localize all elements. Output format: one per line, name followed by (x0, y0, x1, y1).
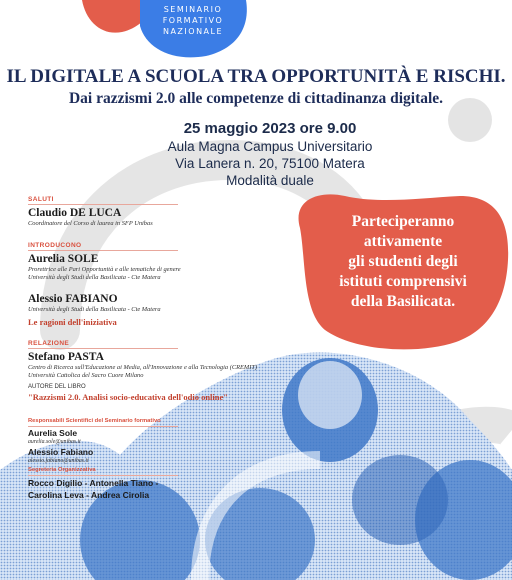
speaker-name: Stefano PASTA (28, 351, 104, 363)
speaker-role: Prorettrice alle Pari Opportunità e alle tematiche di genere (28, 266, 181, 273)
speaker-role: Centro di Ricerca sull'Educazione ai Media, all'Innovazione e alla Tecnologia (CREMIT) (28, 364, 258, 371)
scientific-committee-label: Responsabili Scientifici del Seminario formativo (28, 418, 161, 424)
poster-title: IL DIGITALE A SCUOLA TRA OPPORTUNITÀ E RISCHI. (6, 66, 506, 87)
speaker-name: Aurelia SOLE (28, 253, 99, 265)
organizing-secretariat-label: Segreteria Organizzativa (28, 467, 96, 473)
section-divider (28, 250, 178, 251)
callout-line: istituti comprensivi (339, 273, 467, 290)
speaker-pasta (28, 351, 257, 380)
badge-line: NAZIONALE (162, 27, 224, 36)
talk-topic: Le ragioni dell'iniziativa (28, 317, 117, 327)
event-venue: Aula Magna Campus Universitario (167, 139, 373, 154)
event-mode: Modalità duale (226, 173, 314, 188)
callout-line: della Basilicata. (350, 293, 456, 310)
callout-line: gli studenti degli (348, 253, 458, 270)
speaker-role: Coordinatore del Corso di laurea in SFP Unibas (28, 220, 153, 227)
badge-line: FORMATIVO (162, 16, 224, 25)
section-label-relazione: RELAZIONE (28, 340, 70, 347)
speaker-affiliation: Università Cattolica del Sacro Cuore Milano (28, 372, 144, 379)
contact-email: aurelia.sole@unibas.it (28, 439, 81, 445)
speaker-name: Alessio FABIANO (28, 293, 118, 305)
book-label: AUTORE DEL LIBRO (28, 384, 86, 390)
speaker-saluti (28, 207, 153, 228)
contact-name: Alessio Fabiano (28, 447, 94, 457)
section-divider (28, 204, 178, 205)
event-address: Via Lanera n. 20, 75100 Matera (175, 156, 365, 171)
section-divider (28, 475, 178, 476)
contact-name: Aurelia Sole (28, 428, 78, 438)
callout-line: attivamente (363, 233, 443, 250)
poster-subtitle: Dai razzismi 2.0 alle competenze di cittadinanza digitale. (68, 90, 444, 107)
section-divider (28, 348, 178, 349)
callout-line: Parteciperanno (351, 213, 455, 230)
organizers-line: Carolina Leva - Andrea Cirolia (28, 490, 150, 500)
event-date: 25 maggio 2023 ore 9.00 (183, 120, 357, 137)
section-label-introducono: INTRODUCONO (28, 242, 82, 249)
contact-email: alessio.fabiano@unibas.it (28, 458, 89, 464)
speaker-fabiano (28, 293, 161, 314)
speaker-affiliation: Università degli Studi della Basilicata - Cte Matera (28, 306, 161, 313)
speaker-affiliation: Università degli Studi della Basilicata - Cte Matera (28, 274, 161, 281)
speaker-sole (28, 253, 181, 282)
event-info (150, 119, 390, 189)
organizers-line: Rocco Digilio - Antonella Tiano - (28, 478, 159, 488)
seminar-badge (150, 4, 236, 37)
section-divider (28, 426, 178, 427)
section-label-saluti: SALUTI (28, 196, 54, 203)
students-callout (298, 212, 508, 312)
speaker-name: Claudio DE LUCA (28, 207, 122, 219)
book-title: "Razzismi 2.0. Analisi socio-educativa dell'odio online" (28, 392, 228, 402)
badge-line: SEMINARIO (163, 5, 223, 14)
